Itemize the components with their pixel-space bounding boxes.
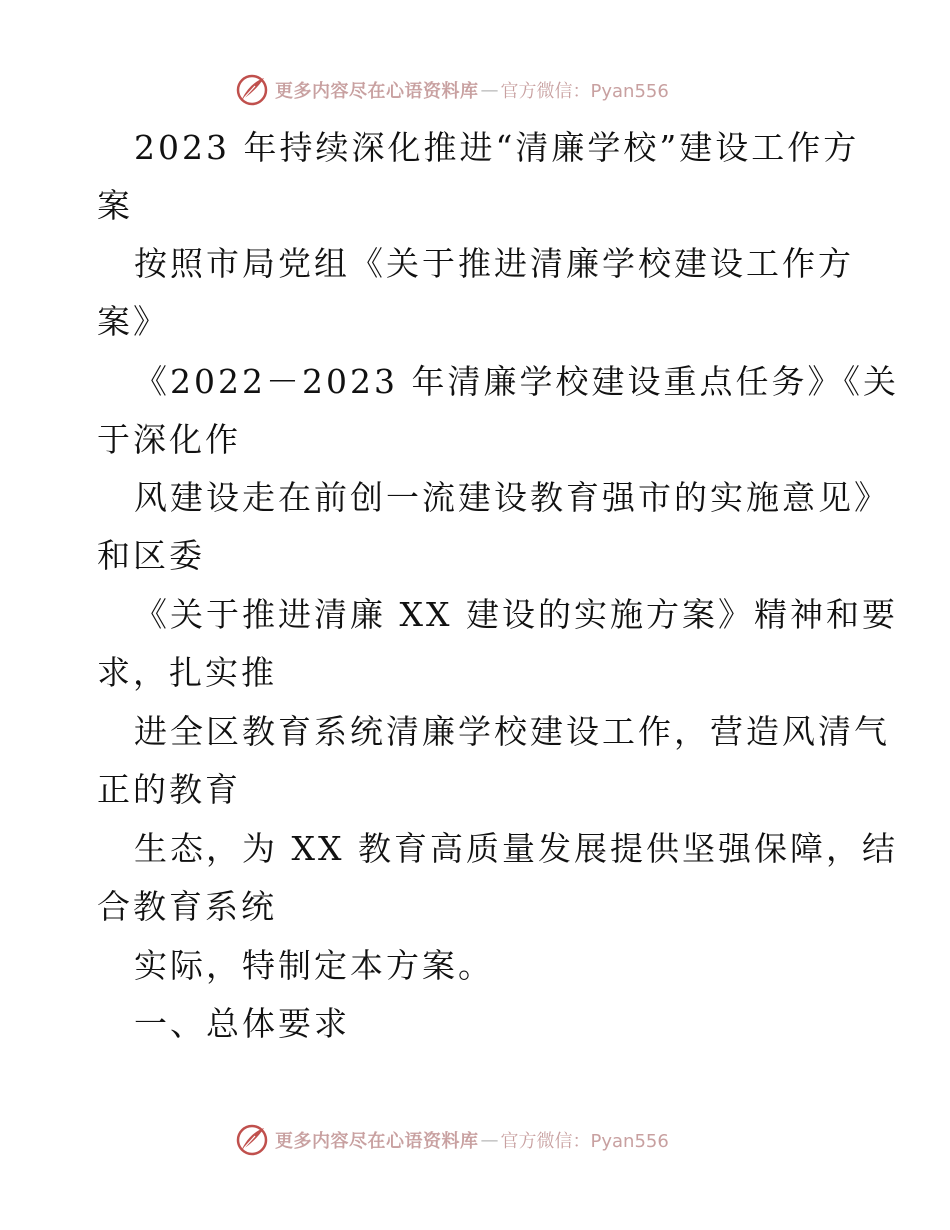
section-heading: 一、总体要求 <box>134 1004 350 1043</box>
watermark-separator: — <box>480 1129 499 1151</box>
paragraph-line: 《关于推进清廉 XX 建设的实施方案》精神和要 <box>134 595 898 634</box>
watermark-text: 更多内容尽在心语资料库 <box>275 1131 479 1152</box>
paragraph-line: 按照市局党组《关于推进清廉学校建设工作方 <box>134 244 854 283</box>
watermark-banner-top <box>235 72 669 108</box>
paragraph-line: 进全区教育系统清廉学校建设工作，营造风清气 <box>134 712 890 751</box>
paragraph-line: 正的教育 <box>97 770 241 809</box>
paragraph-line: 风建设走在前创一流建设教育强市的实施意见》 <box>134 478 890 517</box>
watermark-banner-bottom <box>235 1122 669 1158</box>
quill-logo-icon <box>235 1123 269 1157</box>
paragraph-line: 实际，特制定本方案。 <box>134 946 494 985</box>
document-title-line-2: 案 <box>97 186 133 225</box>
paragraph-line: 和区委 <box>97 536 205 575</box>
paragraph-line: 合教育系统 <box>97 887 277 926</box>
watermark-text: 更多内容尽在心语资料库 <box>275 81 479 102</box>
paragraph-line: 生态，为 XX 教育高质量发展提供坚强保障，结 <box>134 829 898 868</box>
watermark-separator: — <box>480 79 499 101</box>
watermark-contact: 官方微信：Pyan556 <box>500 81 669 102</box>
paragraph-line: 《2022－2023 年清廉学校建设重点任务》《关 <box>134 362 899 401</box>
document-title-line-1: 2023 年持续深化推进“清廉学校”建设工作方 <box>134 128 860 167</box>
paragraph-line: 案》 <box>97 302 169 341</box>
quill-logo-icon <box>235 73 269 107</box>
paragraph-line: 于深化作 <box>97 420 241 459</box>
watermark-contact: 官方微信：Pyan556 <box>500 1131 669 1152</box>
paragraph-line: 求，扎实推 <box>97 653 277 692</box>
